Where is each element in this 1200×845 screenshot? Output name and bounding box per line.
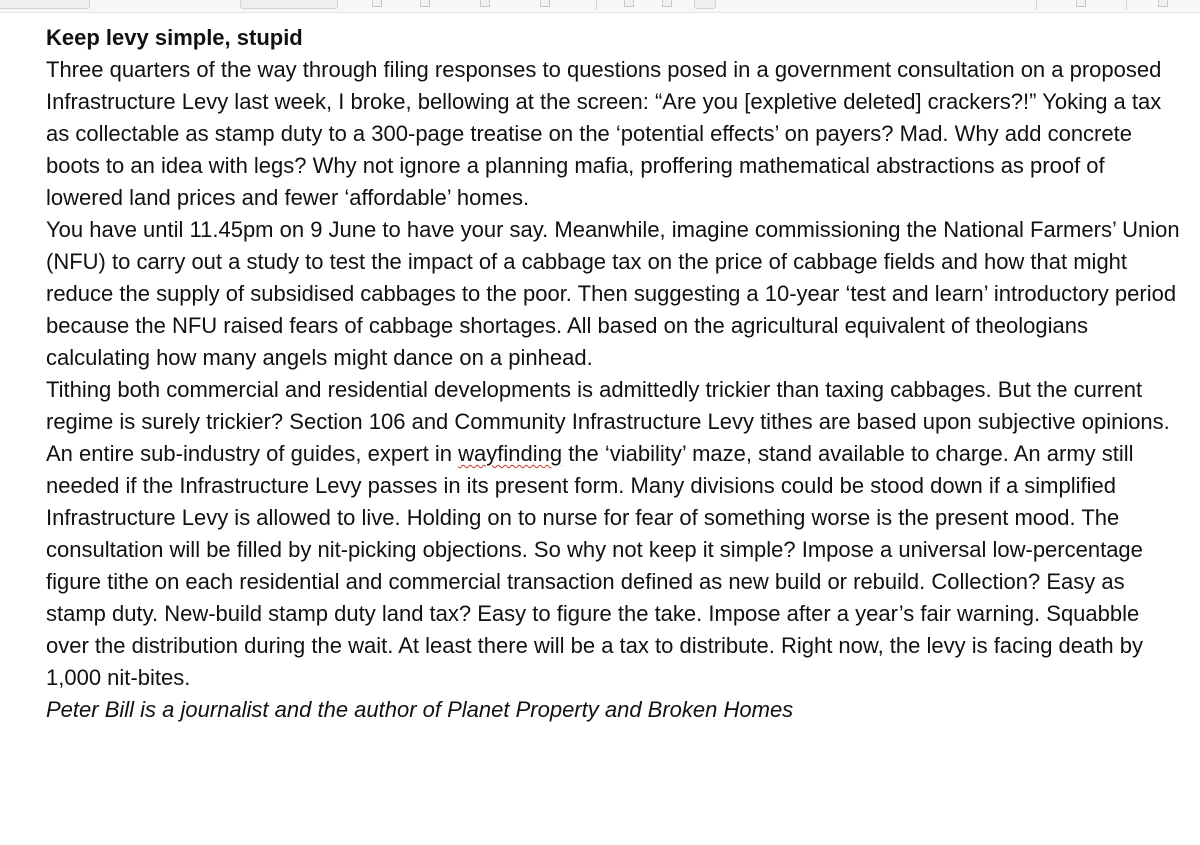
toolbar-icon[interactable] [1158,0,1168,7]
article-paragraph-1: Three quarters of the way through filing responses to questions posed in a government consultation on a proposed Infrastructure Levy last week, I broke, bellowing at the screen: “Are you [expletive deleted] crackers?!” Yoking a tax as collectable as stamp duty to a 300-page treatise on the ‘potential effects’ on payers? Mad. Why add concrete boots to an idea with legs? Why not ignore a planning mafia, proffering mathematical abstractions as proof of lowered land prices and fewer ‘affordable’ homes. [46,57,1162,210]
article-title: Keep levy simple, stupid [46,25,303,50]
article-paragraph-2: You have until 11.45pm on 9 June to have your say. Meanwhile, imagine commissioning the National Farmers’ Union (NFU) to carry out a study to test the impact of a cabbage tax on the price of cabbage fields and how that might reduce the supply of subsidised cabbages to the poor. Then suggesting a 10-year ‘test and learn’ introductory period because the NFU raised fears of cabbage shortages. All based on the agricultural equivalent of theologians calculating how many angels might dance on a pinhead. [46,217,1180,370]
toolbar-icon[interactable] [1076,0,1086,7]
toolbar-icon[interactable] [372,0,382,7]
toolbar-divider [1036,0,1037,10]
paragraph-3-text-after: the ‘viability’ maze, stand available to charge. An army still needed if the Infrastructure Levy passes in its present form. Many divisions could be stood down if a simplified Infrastructure Levy is allowed to live. Holding on to nurse for fear of something worse is the present mood. The consultation will be filled by nit-picking objections. So why not keep it simple? Impose a universal low-percentage figure tithe on each residential and commercial transaction defined as new build or rebuild. Collection? Easy as stamp duty. New-build stamp duty land tax? Easy to figure the take. Impose after a year’s fair warning. Squabble over the distribution during the wait. At least there will be a tax to distribute. Right now, the levy is facing death by 1,000 nit-bites. [46,441,1143,690]
spellcheck-flagged-word[interactable]: wayfinding [458,441,563,466]
toolbar-icon[interactable] [624,0,634,7]
toolbar-strip [0,0,1200,13]
toolbar-icon[interactable] [420,0,430,7]
author-byline: Peter Bill is a journalist and the author of Planet Property and Broken Homes [46,697,794,722]
toolbar-icon[interactable] [540,0,550,7]
toolbar-field[interactable] [694,0,716,9]
toolbar-divider [1126,0,1127,10]
toolbar-icon[interactable] [480,0,490,7]
toolbar-divider [596,0,597,10]
paragraph-3-text-before: Tithing both commercial and residential developments is admittedly trickier than taxing cabbages. But the current regime is surely trickier? Section 106 and Community Infrastructure Levy tithes are based upon subjective opinions. An entire sub-industry of guides, expert in [46,377,1170,466]
document-body[interactable] [46,22,1186,726]
toolbar-icon[interactable] [662,0,672,7]
article-paragraph-3 [46,374,1186,694]
toolbar-field[interactable] [0,0,90,9]
toolbar-field[interactable] [240,0,338,9]
